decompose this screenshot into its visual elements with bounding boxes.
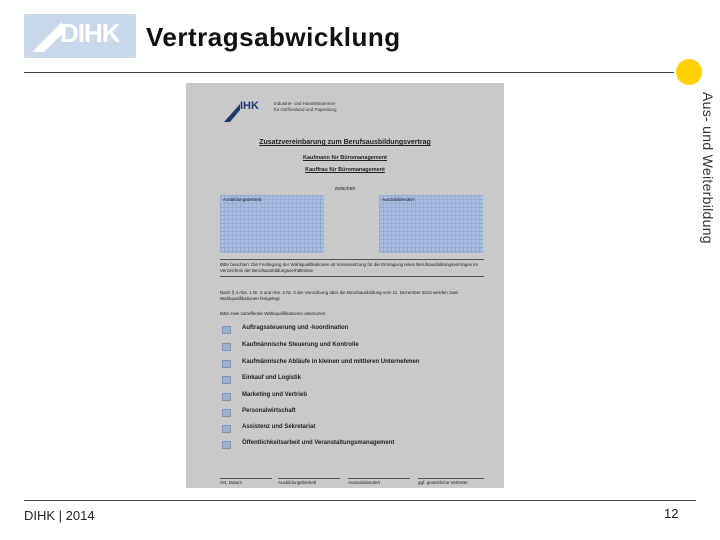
doc-between: zwischen <box>334 186 356 192</box>
checkbox-icon <box>222 409 231 417</box>
footer-divider <box>24 500 696 501</box>
ihk-logo-text: IHK <box>240 100 259 112</box>
qualification-label: Kaufmännische Steuerung und Kontrolle <box>242 342 359 348</box>
side-label: Aus- und Weiterbildung <box>700 92 716 244</box>
qualification-label: Marketing und Vertrieb <box>242 392 308 398</box>
page-number: 12 <box>664 506 679 521</box>
qualification-label: Personalwirtschaft <box>242 408 296 414</box>
header-divider <box>24 72 674 73</box>
checkbox-icon <box>222 393 231 401</box>
footer-label: DIHK | 2014 <box>24 508 95 523</box>
logo-text: DIHK <box>60 18 120 48</box>
checkbox-icon <box>222 360 231 368</box>
signature-line <box>348 478 410 479</box>
checkbox-icon <box>222 376 231 384</box>
signature-line <box>220 478 272 479</box>
qualification-label: Auftragssteuerung und -koordination <box>242 325 349 331</box>
employer-field <box>220 195 324 253</box>
ihk-arrow-icon <box>224 100 240 122</box>
qualification-label: Kaufmännische Abläufe in kleinen und mittleren Unternehmen <box>242 359 420 365</box>
signature-label: ggf. gesetzliche Vertreter <box>418 480 468 485</box>
checkbox-icon <box>222 441 231 449</box>
doc-org-line: für Ostfriesland und Papenburg <box>274 107 337 112</box>
signature-line <box>418 478 484 479</box>
signature-label: Ort, Datum <box>220 480 243 485</box>
checkbox-icon <box>222 343 231 351</box>
doc-subtitle: Kauffrau für Büromanagement <box>305 167 385 173</box>
doc-subtitle: Kaufmann für Büromanagement <box>302 155 388 161</box>
trainee-label: Auszubildende/r: <box>382 197 416 202</box>
qualification-label: Einkauf und Logistik <box>242 375 302 381</box>
logo-arrow-icon <box>32 22 62 52</box>
signature-line <box>278 478 340 479</box>
doc-organization <box>274 101 374 113</box>
doc-paragraph: Nach § 4 Abs. 1 Nr. 2 und Abs. 2 Nr. 3 der Verordnung über die Berufsausbildung vom 11. Dezember 2013 werden zwei Wahlqualifikationen festgelegt <box>220 290 459 301</box>
qualification-label: Öffentlichkeitsarbeit und Veranstaltungsmanagement <box>242 440 395 446</box>
employer-label: Ausbildungsbetrieb: <box>223 197 263 202</box>
accent-dot <box>676 59 702 85</box>
doc-choose-instruction: Bitte zwei zutreffende Wahlqualifikationen ankreuzen: <box>220 311 327 316</box>
trainee-field <box>379 195 483 253</box>
page-title: Vertragsabwicklung <box>146 22 401 52</box>
dihk-logo <box>24 14 136 58</box>
qualification-label: Assistenz und Sekretariat <box>242 424 316 430</box>
doc-org-line: Industrie- und Handelskammer <box>274 101 336 106</box>
checkbox-icon <box>222 326 231 334</box>
ihk-logo <box>224 98 268 124</box>
doc-heading: Zusatzvereinbarung zum Berufsausbildungsvertrag <box>259 139 431 146</box>
signature-label: Ausbildungsbetrieb <box>278 480 317 485</box>
scanned-form-document <box>186 83 504 488</box>
signature-label: Auszubildende/r <box>348 480 381 485</box>
checkbox-icon <box>222 425 231 433</box>
doc-note: Bitte beachten: Die Festlegung der Wahlqualifikationen ist Voraussetzung für die Eintragung eines Berufsausbildungsvertrages im Verzeichnis der Berufsausbildungsverhältnisse <box>220 259 484 277</box>
